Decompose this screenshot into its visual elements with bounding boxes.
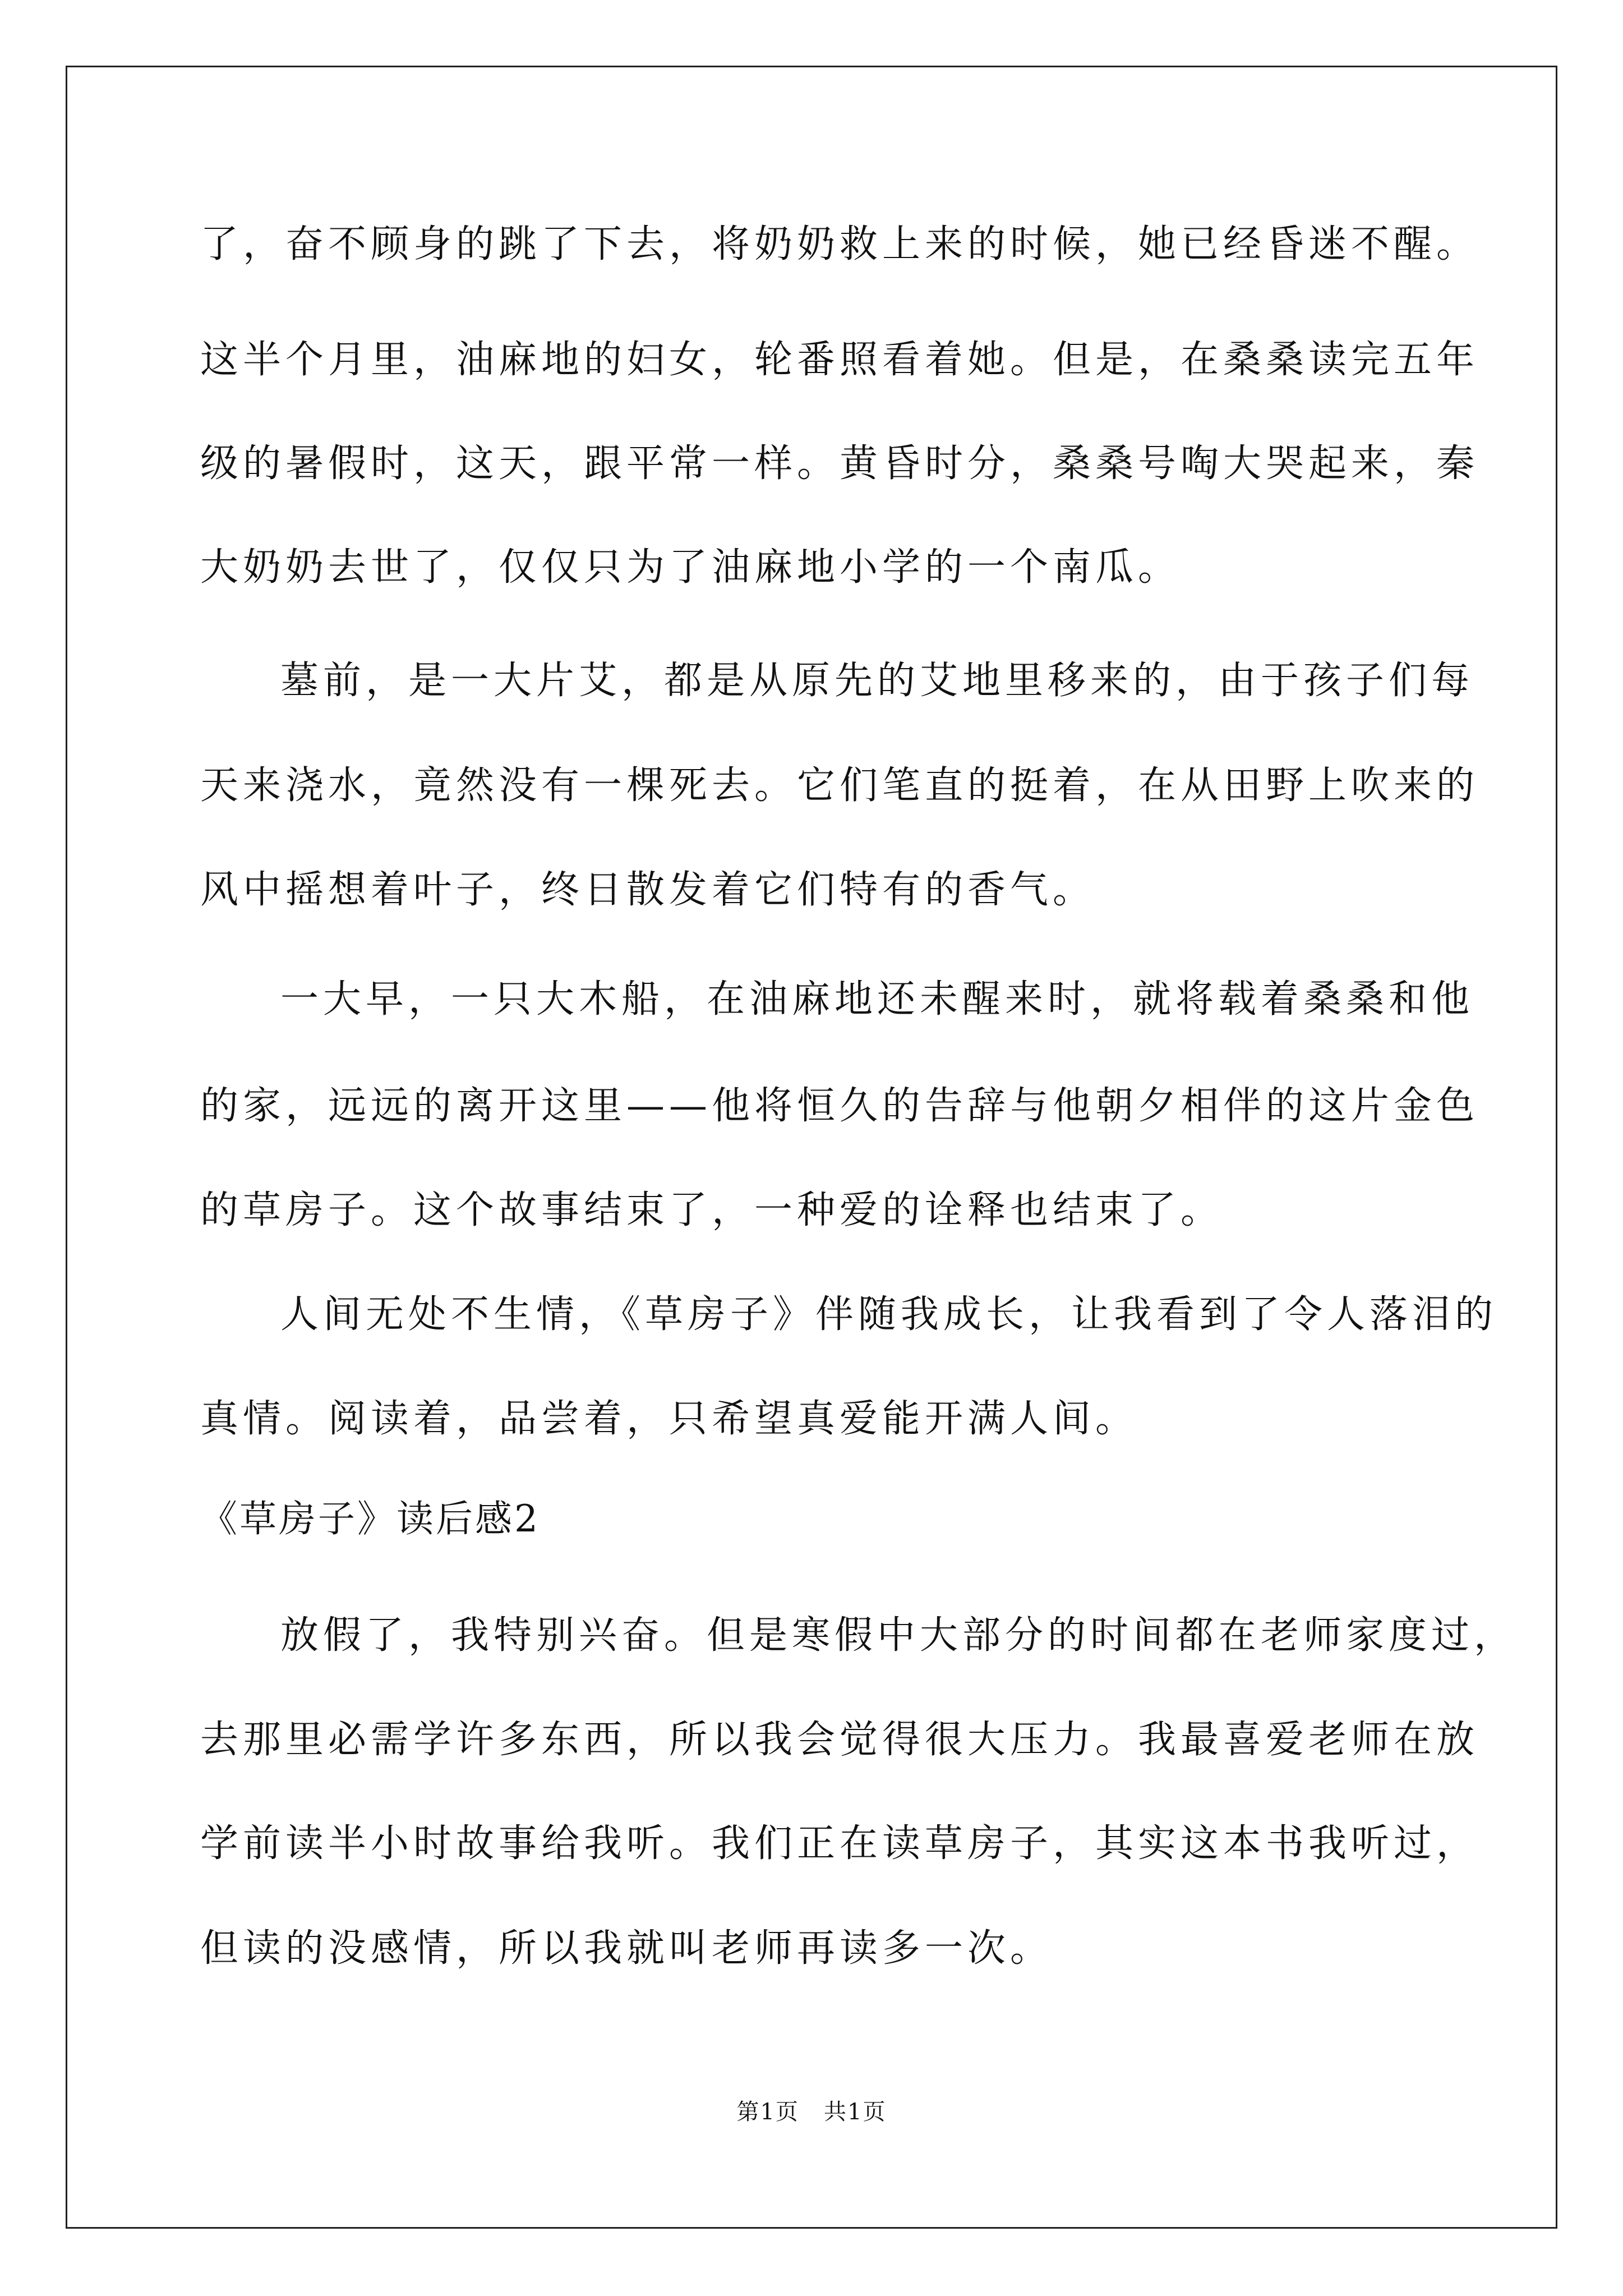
paragraph-start-line: 人间无处不生情，《草房子》伴随我成长，让我看到了令人落泪的 [280, 1292, 1498, 1337]
text-line: 的家，远远的离开这里——他将恒久的告辞与他朝夕相伴的这片金色 [200, 1084, 1479, 1128]
text-line: 了，奋不顾身的跳了下去，将奶奶救上来的时候，她已经昏迷不醒。 [200, 222, 1479, 266]
text-line: 但读的没感情，所以我就叫老师再读多一次。 [200, 1926, 1053, 1971]
text-line: 天来浇水，竟然没有一棵死去。它们笔直的挺着，在从田野上吹来的 [200, 763, 1479, 808]
paragraph-start-line: 墓前，是一大片艾，都是从原先的艾地里移来的，由于孩子们每 [280, 659, 1474, 703]
text-line: 学前读半小时故事给我听。我们正在读草房子，其实这本书我听过， [200, 1821, 1479, 1866]
text-line: 级的暑假时，这天，跟平常一样。黄昏时分，桑桑号啕大哭起来，秦 [200, 441, 1479, 486]
text-line: 真情。阅读着，品尝着，只希望真爱能开满人间。 [200, 1397, 1138, 1441]
section-heading: 《草房子》读后感2 [200, 1497, 540, 1540]
paragraph-start-line: 一大早，一只大木船，在油麻地还未醒来时，就将载着桑桑和他 [280, 977, 1474, 1022]
page-border [66, 66, 1557, 2229]
text-line: 的草房子。这个故事结束了，一种爱的诠释也结束了。 [200, 1188, 1224, 1232]
text-line: 大奶奶去世了，仅仅只为了油麻地小学的一个南瓜。 [200, 545, 1181, 590]
text-line: 这半个月里，油麻地的妇女，轮番照看着她。但是，在桑桑读完五年 [200, 338, 1479, 382]
paragraph-start-line: 放假了，我特别兴奋。但是寒假中大部分的时间都在老师家度过， [280, 1613, 1517, 1658]
page-footer: 第1页 共1页 [736, 2099, 887, 2125]
text-line: 风中摇想着叶子，终日散发着它们特有的香气。 [200, 868, 1096, 912]
text-line: 去那里必需学许多东西，所以我会觉得很大压力。我最喜爱老师在放 [200, 1718, 1479, 1762]
